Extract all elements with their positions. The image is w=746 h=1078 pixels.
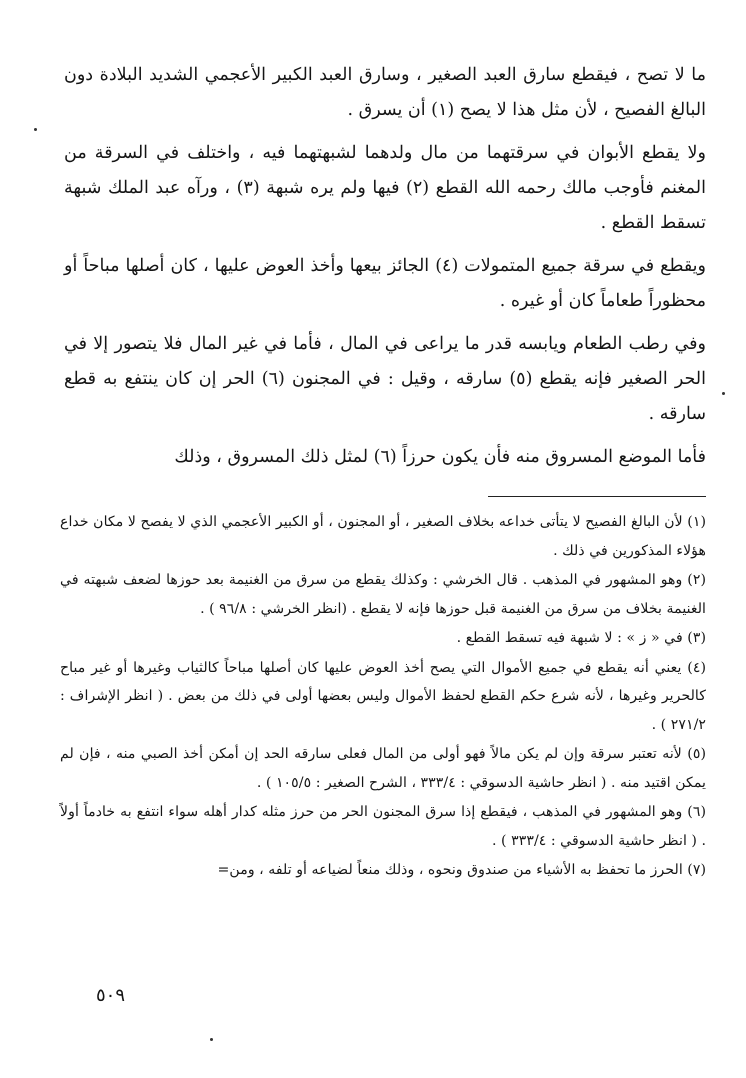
scan-speck: [722, 392, 725, 395]
footnote-separator: [488, 496, 706, 497]
main-paragraph-4: وفي رطب الطعام ويابسه قدر ما يراعى في المال ، فأما في غير المال فلا يتصور إلا في الحر الصغير فإنه يقطع (٥) سارقه ، وقيل : في المجنون (٦) الحر إن كان ينتفع به قطع سارقه .: [64, 334, 706, 424]
footnote-4: (٤) يعني أنه يقطع في جميع الأموال التي يصح أخذ العوض عليها كان أصلها مباحاً كالثياب وغيرها أو غير مباح كالحرير وغيرها ، لأنه شرع حكم القطع لحفظ الأموال وليس بعضها أولى في ذلك من بعض . ( انظر الإشراف : ٢٧١/٢ ) .: [60, 659, 706, 733]
scan-speck: [34, 128, 37, 131]
footnote-2: (٢) وهو المشهور في المذهب . قال الخرشي : وكذلك يقطع من سرق من الغنيمة بعد حوزها لضعف شبهته في الغنيمة بخلاف من سرق من الغنيمة قبل حوزها فإنه لا يقطع . (انظر الخرشي : ٩٦/٨ ) .: [60, 572, 706, 617]
main-paragraph-5: فأما الموضع المسروق منه فأن يكون حرزاً (٦) لمثل ذلك المسروق ، وذلك: [174, 447, 706, 467]
main-text: [64, 58, 706, 475]
page-number: ٥٠٩: [96, 985, 126, 1006]
footnote-6: (٦) وهو المشهور في المذهب ، فيقطع إذا سرق المجنون الحر من حرز مثله كدار أهله سواء انتفع به خادماً أولاً . ( انظر حاشية الدسوقي : ٣٣٣/٤ ) .: [60, 804, 706, 849]
footnote-1: (١) لأن البالغ الفصيح لا يتأتى خداعه بخلاف الصغير ، أو المجنون ، أو الكبير الأعجمي الذي لا يفصح لا مكان خداع هؤلاء المذكورين في ذلك .: [60, 514, 706, 559]
footnote-7: (٧) الحرز ما تحفظ به الأشياء من صندوق ونحوه ، وذلك منعاً لضياعه أو تلفه ، ومن=: [217, 862, 706, 878]
main-paragraph-3: ويقطع في سرقة جميع المتمولات (٤) الجائز بيعها وأخذ العوض عليها ، كان أصلها مباحاً أو محظوراً طعاماً كان أو غيره .: [64, 256, 706, 311]
main-paragraph-2: ولا يقطع الأبوان في سرقتهما من مال ولدهما لشبهتهما فيه ، واختلف في السرقة من المغنم فأوجب مالك رحمه الله القطع (٢) فيها ولم يره شبهة (٣) ، ورآه عبد الملك شبهة تسقط القطع .: [64, 143, 706, 233]
footnote-3: (٣) في « ز » : لا شبهة فيه تسقط القطع .: [456, 630, 706, 646]
footnote-5: (٥) لأنه تعتبر سرقة وإن لم يكن مالاً فهو أولى من المال فعلى سارقه الحد إن أمكن أخذ الصبي منه ، فإن لم يمكن اقتيد منه . ( انظر حاشية الدسوقي : ٣٣٣/٤ ، الشرح الصغير : ١٠٥/٥ ) .: [60, 746, 706, 791]
main-paragraph-1: ما لا تصح ، فيقطع سارق العبد الصغير ، وسارق العبد الكبير الأعجمي الشديد البلادة دون البالغ الفصيح ، لأن مثل هذا لا يصح (١) أن يسرق .: [64, 65, 706, 120]
footnotes-section: [60, 508, 706, 885]
scan-speck: [210, 1038, 213, 1041]
